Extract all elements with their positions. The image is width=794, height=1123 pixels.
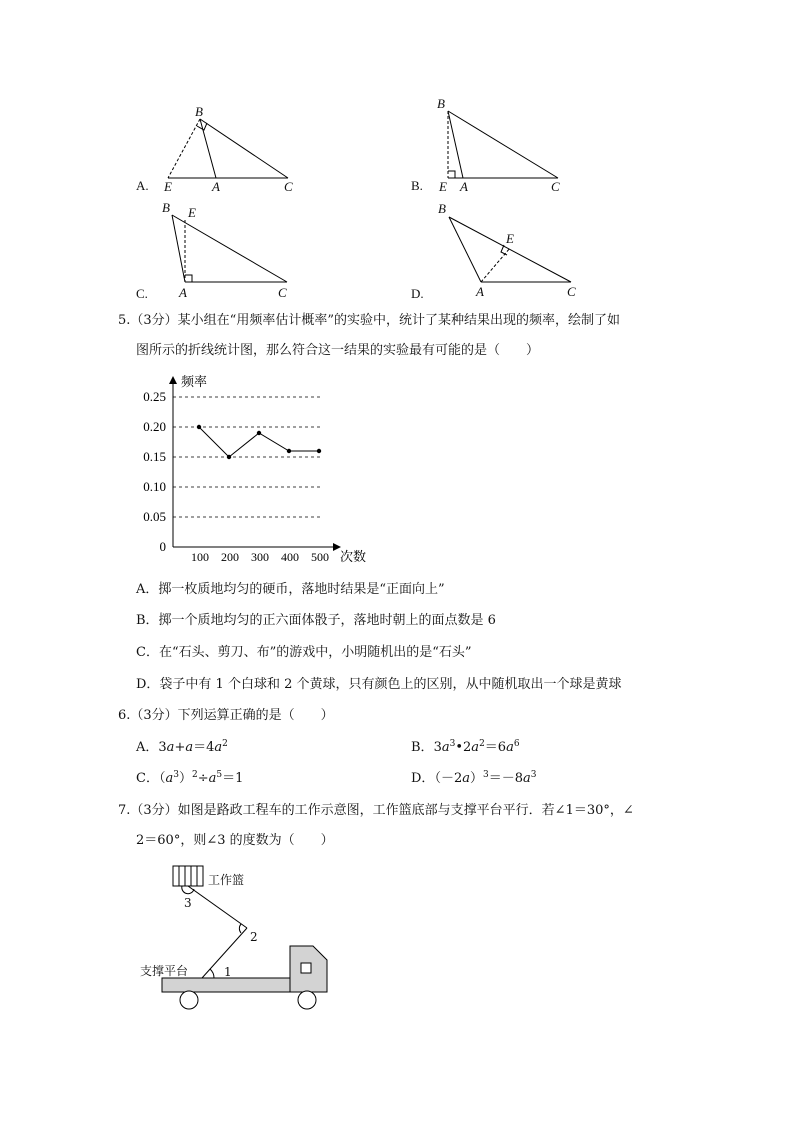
y-tick-label: 0.10 [143, 479, 166, 494]
data-point [287, 449, 291, 453]
expr-var: a [208, 771, 217, 786]
expr-exponent: 6 [513, 739, 520, 749]
x-axis-title: 次数 [340, 549, 367, 564]
expr-exponent: 5 [216, 770, 223, 780]
expr-exponent: 2 [222, 739, 228, 749]
option-letter: A. [136, 178, 149, 193]
y-tick-label: 0.15 [143, 449, 166, 464]
question-5-option-a[interactable]: A．掷一枚质地均匀的硬币，落地时结果是“正面向上” [136, 582, 445, 597]
expr-part: （－2 [434, 771, 463, 786]
expr-var: a [165, 771, 174, 786]
expr-var: a [441, 740, 450, 755]
x-tick-label: 400 [281, 550, 299, 564]
expr-part: 3 [158, 740, 167, 755]
question-6-option-a[interactable] [136, 740, 228, 756]
point-label-b: B [162, 200, 170, 215]
q4-option-a[interactable] [136, 100, 306, 200]
point-label-a: A [460, 179, 468, 194]
frequency-line-chart [140, 368, 380, 568]
data-point [227, 455, 231, 459]
platform-label: 支撑平台 [140, 964, 189, 978]
expr-var: a [506, 740, 514, 755]
x-tick-label: 500 [311, 550, 329, 564]
question-6-stem: 6.（3分）下列运算正确的是（ ） [118, 708, 334, 723]
q4-option-c[interactable] [136, 198, 306, 304]
point-label-e: E [439, 179, 447, 194]
x-tick-label: 200 [221, 550, 239, 564]
option-letter: B． [411, 740, 434, 755]
angle-3-label: 3 [184, 896, 192, 910]
expr-exponent: 2 [191, 770, 198, 780]
y-tick-label: 0.05 [143, 509, 166, 524]
point-label-e: E [188, 205, 196, 220]
point-label-c: C [278, 285, 287, 300]
expr-part: ＝1 [222, 771, 244, 786]
q4-option-b[interactable] [411, 96, 581, 200]
y-tick-label: 0.25 [143, 389, 166, 404]
point-label-a: A [476, 284, 484, 299]
point-label-a: A [179, 285, 187, 300]
expr-exponent: 3 [173, 770, 179, 780]
expr-part: + [174, 740, 186, 755]
expr-part: ＝6 [484, 740, 507, 755]
expr-part: ÷ [197, 771, 209, 786]
point-label-e: E [506, 231, 514, 246]
expr-part: •2 [455, 740, 472, 755]
expr-var: a [185, 740, 194, 755]
q4-option-d[interactable] [411, 200, 586, 304]
expr-exponent: 3 [483, 770, 489, 780]
expr-part: ＝－8 [488, 771, 524, 786]
question-7-stem-line1: 7.（3分）如图是路政工程车的工作示意图，工作篮底部与支撑平台平行．若∠1＝30°，∠ [118, 803, 634, 818]
point-label-e: E [164, 179, 172, 194]
triangle-figure-a [136, 100, 306, 200]
x-tick-label: 100 [191, 550, 209, 564]
expr-exponent: 3 [530, 770, 537, 780]
expr-exponent: 3 [449, 739, 456, 749]
question-5-option-b[interactable]: B．掷一个质地均匀的正六面体骰子，落地时朝上的面点数是 6 [136, 613, 496, 628]
expr-var: a [166, 740, 175, 755]
data-point [317, 449, 321, 453]
point-label-c: C [551, 179, 560, 194]
question-7-stem-line2: 2＝60°，则∠3 的度数为（ ） [136, 833, 334, 848]
y-axis-arrow [169, 376, 177, 384]
angle-2-label: 2 [250, 930, 258, 944]
expr-exponent: 2 [479, 739, 485, 749]
expr-var: a [462, 771, 470, 786]
expr-var: a [214, 740, 223, 755]
question-6-option-b[interactable] [411, 740, 520, 756]
expr-part: ） [469, 771, 483, 786]
question-5-option-d[interactable]: D．袋子中有 1 个白球和 2 个黄球，只有颜色上的区别，从中随机取出一个球是黄球 [136, 677, 622, 692]
question-5-stem-line1: 5.（3分）某小组在“用频率估计概率”的实验中，统计了某种结果出现的频率，绘制了如 [118, 313, 620, 328]
option-letter: D. [411, 286, 424, 301]
expr-part: ＝4 [193, 740, 215, 755]
expr-var: a [523, 771, 531, 786]
option-letter: B. [411, 178, 423, 193]
question-6-option-c[interactable] [136, 771, 243, 787]
point-label-c: C [567, 284, 576, 299]
point-label-c: C [284, 179, 293, 194]
point-label-b: B [195, 104, 203, 119]
basket-label: 工作篮 [208, 873, 245, 887]
y-tick-label: 0.20 [143, 419, 166, 434]
question-5-option-c[interactable]: C．在“石头、剪刀、布”的游戏中，小明随机出的是“石头” [136, 645, 472, 660]
option-letter: A． [136, 740, 159, 755]
data-point [257, 431, 261, 435]
y-tick-label: 0 [159, 539, 166, 554]
point-label-b: B [437, 96, 445, 111]
point-label-b: B [438, 201, 446, 216]
angle-1-label: 1 [224, 965, 232, 979]
expr-part: 3 [433, 740, 442, 755]
expr-part: （ [158, 771, 166, 786]
option-letter: D． [411, 771, 435, 786]
road-truck-diagram [136, 860, 346, 1015]
point-label-a: A [212, 179, 220, 194]
y-axis-title: 频率 [181, 374, 208, 389]
expr-var: a [471, 740, 480, 755]
x-tick-label: 300 [251, 550, 269, 564]
question-6-option-d[interactable] [411, 771, 537, 787]
question-5-stem-line2: 图所示的折线统计图，那么符合这一结果的实验最有可能的是（ ） [136, 343, 540, 358]
option-letter: C. [136, 286, 148, 301]
expr-part: ） [178, 771, 192, 786]
option-letter: C． [136, 771, 159, 786]
data-point [197, 425, 201, 429]
